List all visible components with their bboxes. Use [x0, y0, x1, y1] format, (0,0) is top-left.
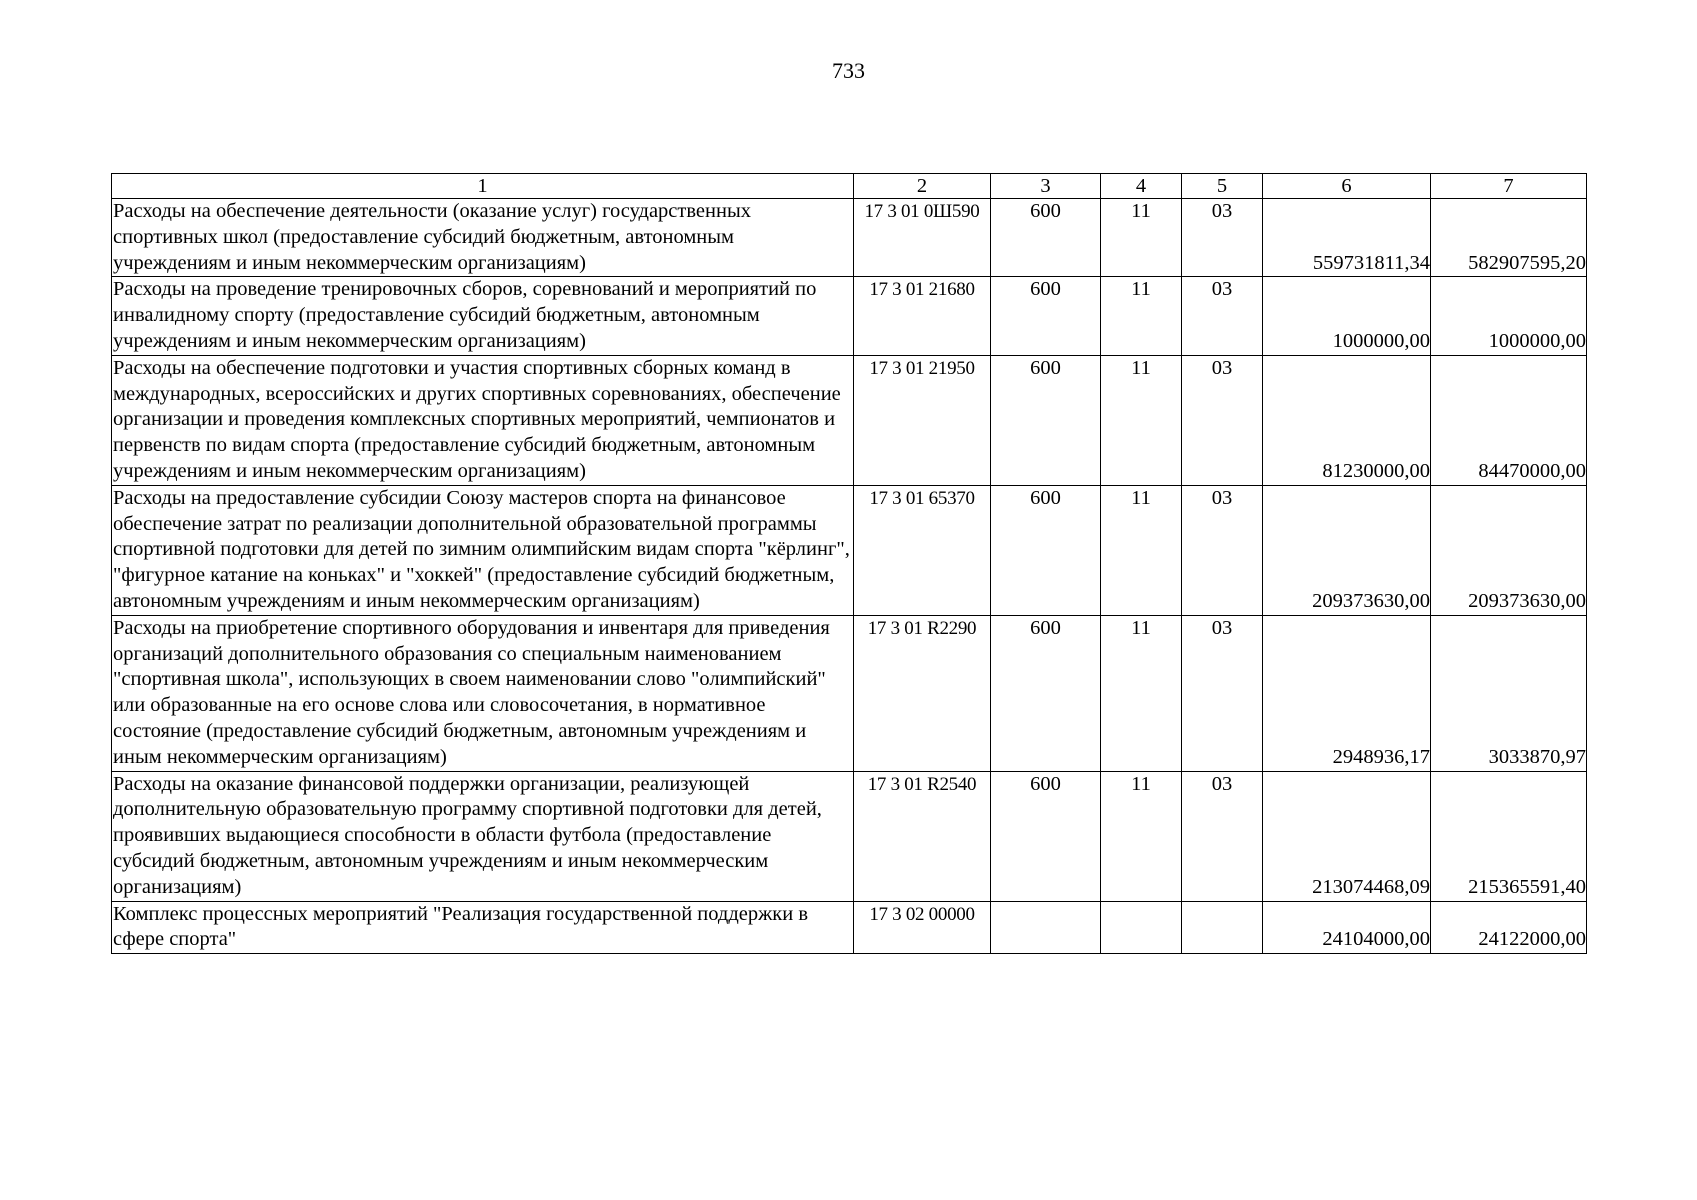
row-amount-col7: 1000000,00	[1431, 277, 1587, 355]
page-number: 733	[832, 58, 865, 83]
row-code: 17 3 01 0Ш590	[854, 199, 991, 277]
table-row	[112, 485, 1587, 615]
row-description: Расходы на проведение тренировочных сборов, соревнований и мероприятий по инвалидному спорту (предоставление субсидий бюджетным, автономным учреждениям и иным некоммерческим организациям)	[112, 277, 854, 355]
column-header: 7	[1431, 174, 1587, 199]
row-col4: 11	[1101, 199, 1182, 277]
row-col5: 03	[1182, 615, 1263, 771]
row-col5: 03	[1182, 199, 1263, 277]
row-amount-col6: 209373630,00	[1263, 485, 1431, 615]
row-col4: 11	[1101, 277, 1182, 355]
table-header-row	[112, 174, 1587, 199]
row-code: 17 3 02 00000	[854, 901, 991, 954]
column-header: 5	[1182, 174, 1263, 199]
row-col4: 11	[1101, 771, 1182, 901]
row-col3: 600	[991, 277, 1101, 355]
row-description: Расходы на приобретение спортивного оборудования и инвентаря для приведения организаций дополнительного образования со специальным наименованием "спортивная школа", использующих в своем наименовании слово "олимпийский" или образованные на его основе слова или словосочетания, в нормативное состояние (предоставление субсидий бюджетным, автономным учреждениям и иным некоммерческим организациям)	[112, 615, 854, 771]
column-header: 1	[112, 174, 854, 199]
column-header: 4	[1101, 174, 1182, 199]
row-description: Расходы на обеспечение подготовки и участия спортивных сборных команд в международных, всероссийских и других спортивных соревнованиях, обеспечение организации и проведения комплексных спортивных мероприятий, чемпионатов и первенств по видам спорта (предоставление субсидий бюджетным, автономным учреждениям и иным некоммерческим организациям)	[112, 355, 854, 485]
row-code: 17 3 01 65370	[854, 485, 991, 615]
column-header: 3	[991, 174, 1101, 199]
row-code: 17 3 01 R2290	[854, 615, 991, 771]
row-col4: 11	[1101, 615, 1182, 771]
row-col5: 03	[1182, 485, 1263, 615]
table-row	[112, 615, 1587, 771]
row-col5: 03	[1182, 355, 1263, 485]
column-header: 6	[1263, 174, 1431, 199]
row-amount-col6: 2948936,17	[1263, 615, 1431, 771]
table-row	[112, 277, 1587, 355]
row-description: Расходы на оказание финансовой поддержки организации, реализующей дополнительную образовательную программу спортивной подготовки для детей, проявивших выдающиеся способности в области футбола (предоставление субсидий бюджетным, автономным учреждениям и иным некоммерческим организациям)	[112, 771, 854, 901]
row-amount-col6: 559731811,34	[1263, 199, 1431, 277]
row-col3: 600	[991, 485, 1101, 615]
budget-table	[111, 173, 1587, 954]
row-amount-col7: 84470000,00	[1431, 355, 1587, 485]
row-col3: 600	[991, 355, 1101, 485]
row-col3: 600	[991, 771, 1101, 901]
row-col5	[1182, 901, 1263, 954]
row-description: Расходы на предоставление субсидии Союзу мастеров спорта на финансовое обеспечение затрат по реализации дополнительной образовательной программы спортивной подготовки для детей по зимним олимпийским видам спорта "кёрлинг", "фигурное катание на коньках" и "хоккей" (предоставление субсидий бюджетным, автономным учреждениям и иным некоммерческим организациям)	[112, 485, 854, 615]
column-header: 2	[854, 174, 991, 199]
row-col4	[1101, 901, 1182, 954]
table-row	[112, 771, 1587, 901]
row-amount-col6: 24104000,00	[1263, 901, 1431, 954]
row-col4: 11	[1101, 485, 1182, 615]
table-row	[112, 355, 1587, 485]
row-description: Комплекс процессных мероприятий "Реализация государственной поддержки в сфере спорта"	[112, 901, 854, 954]
row-amount-col7: 582907595,20	[1431, 199, 1587, 277]
table-row	[112, 199, 1587, 277]
row-col3	[991, 901, 1101, 954]
row-col5: 03	[1182, 277, 1263, 355]
row-col3: 600	[991, 199, 1101, 277]
row-code: 17 3 01 R2540	[854, 771, 991, 901]
row-description: Расходы на обеспечение деятельности (оказание услуг) государственных спортивных школ (предоставление субсидий бюджетным, автономным учреждениям и иным некоммерческим организациям)	[112, 199, 854, 277]
row-code: 17 3 01 21680	[854, 277, 991, 355]
row-amount-col7: 3033870,97	[1431, 615, 1587, 771]
row-amount-col7: 209373630,00	[1431, 485, 1587, 615]
row-col4: 11	[1101, 355, 1182, 485]
row-code: 17 3 01 21950	[854, 355, 991, 485]
row-amount-col6: 81230000,00	[1263, 355, 1431, 485]
row-col3: 600	[991, 615, 1101, 771]
row-amount-col7: 24122000,00	[1431, 901, 1587, 954]
table-row	[112, 901, 1587, 954]
row-amount-col6: 1000000,00	[1263, 277, 1431, 355]
row-amount-col7: 215365591,40	[1431, 771, 1587, 901]
row-col5: 03	[1182, 771, 1263, 901]
row-amount-col6: 213074468,09	[1263, 771, 1431, 901]
